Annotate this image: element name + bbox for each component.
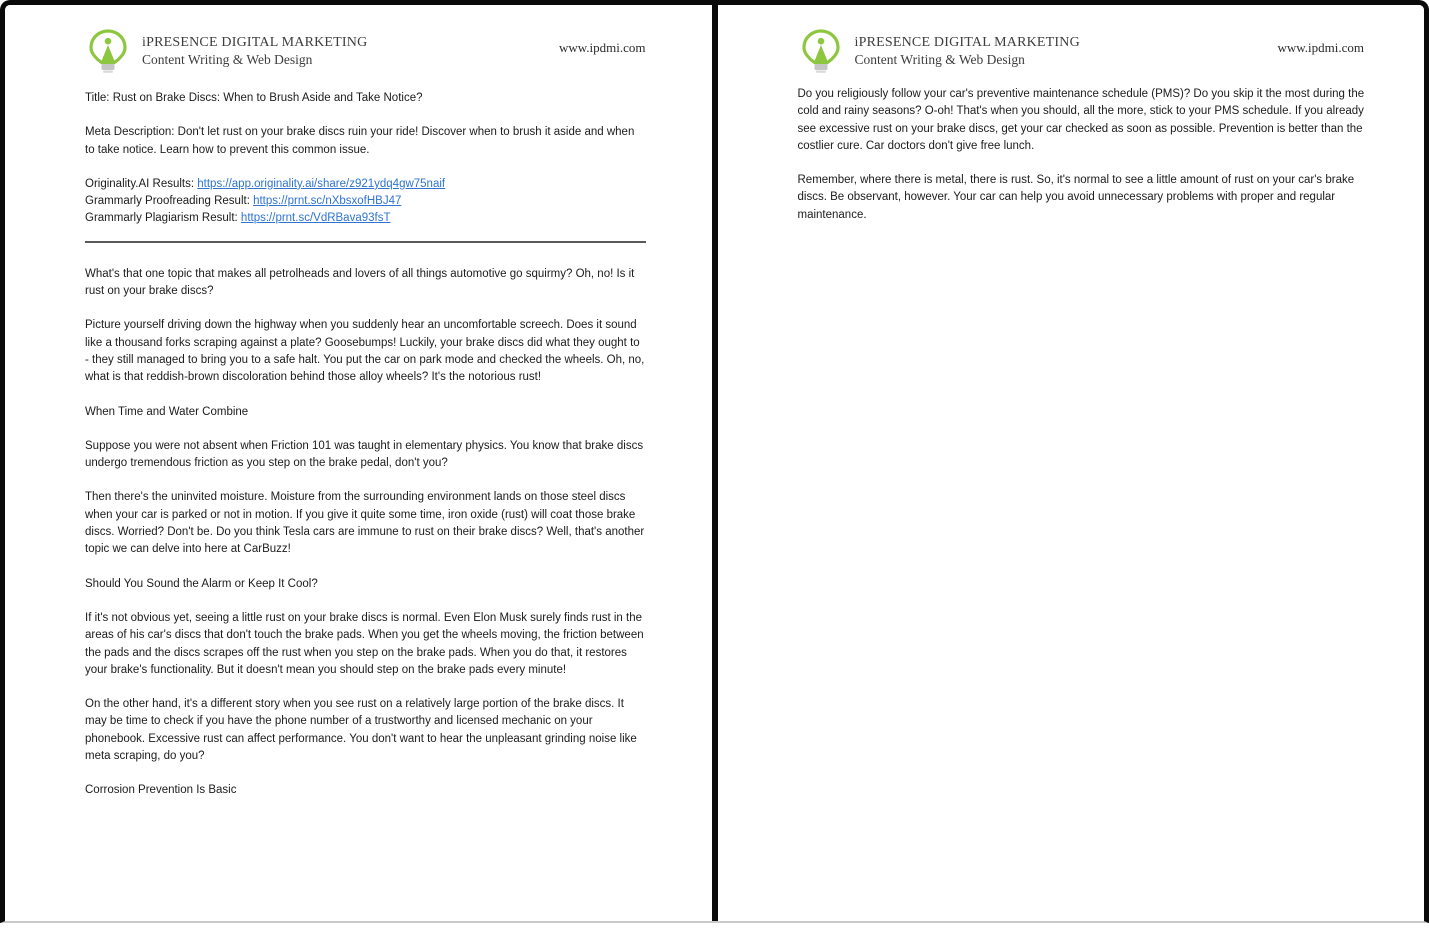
originality-results-link[interactable]: https://app.originality.ai/share/z921ydq4gw75naif xyxy=(197,177,446,190)
grammarly-plagiarism-link[interactable]: https://prnt.sc/VdRBava93fsT xyxy=(240,212,391,225)
section-heading: Corrosion Prevention Is Basic xyxy=(85,784,237,797)
paragraph: What's that one topic that makes all petrolheads and lovers of all things automotive go squirmy? Oh, no! Is it rust on your brake discs? xyxy=(85,267,635,298)
lightbulb-logo-icon xyxy=(85,28,131,74)
grammarly-proofreading-line xyxy=(85,193,646,210)
page-2 xyxy=(718,5,1425,921)
grammarly-proofreading-label: Grammarly Proofreading Result: xyxy=(85,195,254,208)
paragraph: Picture yourself driving down the highway when you suddenly hear an uncomfortable screech. Does it sound like a thousand forks scraping against a plate? Goosebumps! Luckily, your brake discs did what they ought to - they still managed to bring you to a safe halt. You put the car on park mode and checked the wheels. Oh, no, what is that reddish-brown discoloration behind those alloy wheels? It's the notorious rust! xyxy=(85,319,645,384)
brand-website: www.ipdmi.com xyxy=(558,40,646,55)
page-1 xyxy=(5,5,712,921)
lightbulb-logo-icon xyxy=(798,28,844,74)
brand-tagline: Content Writing & Web Design xyxy=(854,52,1025,67)
section-heading: When Time and Water Combine xyxy=(85,405,249,418)
doc-title-line: Title: Rust on Brake Discs: When to Brush Aside and Take Notice? xyxy=(85,92,423,104)
paragraph: Suppose you were not absent when Friction 101 was taught in elementary physics. You know that brake discs undergo tremendous friction as you step on the brake pedal, don't you? xyxy=(85,439,644,470)
page-1-content xyxy=(5,74,712,800)
originality-results-label: Originality.AI Results: xyxy=(85,177,198,190)
separator-line xyxy=(85,241,646,243)
brand-block xyxy=(142,28,559,68)
grammarly-proofreading-link[interactable]: https://prnt.sc/nXbsxofHBJ47 xyxy=(253,195,402,208)
originality-results-line xyxy=(85,176,646,193)
brand-name: iPRESENCE DIGITAL MARKETING xyxy=(142,35,368,50)
page-header xyxy=(718,5,1425,74)
grammarly-plagiarism-label: Grammarly Plagiarism Result: xyxy=(85,212,241,225)
paragraph: On the other hand, it's a different story when you see rust on a relatively large portion of the brake discs. It may be time to check if you have the phone number of a trustworthy and licensed mechanic on your phonebook. Excessive rust can affect performance. You don't want to hear the unpleasant grinding noise like meta scraping, do you? xyxy=(85,698,637,763)
brand-website: www.ipdmi.com xyxy=(1277,40,1364,55)
page-2-content xyxy=(718,74,1425,224)
meta-description: Meta Description: Don't let rust on your brake discs ruin your ride! Discover when to brush it aside and when to take notice. Learn how to prevent this common issue. xyxy=(85,126,635,156)
paragraph: If it's not obvious yet, seeing a little rust on your brake discs is normal. Even Elon Musk surely finds rust in the areas of his car's discs that don't touch the brake pads. When you get the wheels moving, the friction between the pads and the discs scrapes off the rust when you step on the brake pads. When you do that, it restores your brake's functionality. But it doesn't mean you should step on the brake pads every minute! xyxy=(85,611,644,676)
grammarly-plagiarism-line xyxy=(85,210,646,227)
paragraph: Remember, where there is metal, there is rust. So, it's normal to see a little amount of rust on your car's brake discs. Be observant, however. Your car can help you avoid unnecessary problems with proper and regular maintenance. xyxy=(797,174,1355,221)
paragraph: Do you religiously follow your car's preventive maintenance schedule (PMS)? Do you skip it the most during the cold and rainy seasons? O-oh! That's when you should, all the more, stick to your PMS schedule. If you already see excessive rust on your brake discs, get your car checked as soon as possible. Prevention is better than the costlier cure. Car doctors don't give free lunch. xyxy=(797,88,1365,152)
results-links-block xyxy=(85,176,646,228)
paragraph: Then there's the uninvited moisture. Moisture from the surrounding environment lands on those steel discs when your car is parked or not in motion. If you give it quite some time, iron oxide (rust) will coat those brake discs. Worried? Don't be. Do you think Tesla cars are immune to rust on their brake discs? Well, that's another topic we can delve into here at CarBuzz! xyxy=(85,491,645,556)
page-header xyxy=(5,5,712,74)
brand-tagline: Content Writing & Web Design xyxy=(142,52,313,67)
section-heading: Should You Sound the Alarm or Keep It Cool? xyxy=(85,577,318,590)
brand-block xyxy=(855,28,1278,68)
brand-name: iPRESENCE DIGITAL MARKETING xyxy=(854,35,1080,50)
